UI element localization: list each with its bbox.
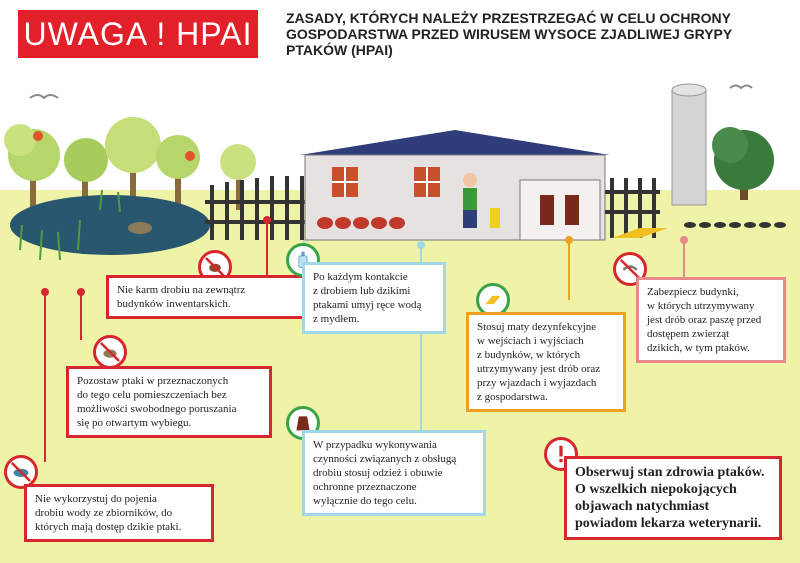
rule-text-line: Nie wykorzystuj do pojenia: [35, 493, 157, 505]
flying-bird: [30, 95, 58, 98]
connector: [266, 220, 268, 275]
connector-dot: [565, 236, 573, 244]
flying-bird: [730, 86, 752, 89]
fence-left: [205, 176, 305, 240]
title-line: PTAKÓW (HPAI): [286, 42, 393, 58]
rule-no-reservoir-water: [24, 484, 214, 542]
connector: [44, 292, 46, 462]
rule-text-line: wyłącznie do tego celu.: [313, 495, 417, 507]
connector-dot: [417, 241, 425, 249]
connector-dot: [41, 288, 49, 296]
rule-text-line: budynków inwentarskich.: [117, 298, 231, 310]
rule-text-line: objawach natychmiast: [575, 499, 710, 514]
rule-text-line: dzikich, w tym ptaków.: [647, 342, 750, 354]
connector: [683, 240, 685, 280]
rule-wash-hands: [302, 262, 446, 334]
rule-text-line: w wejściach i wyjściach: [477, 335, 584, 347]
rule-text-line: ptakami umyj ręce wodą: [313, 299, 422, 311]
title-line: ZASADY, KTÓRYCH NALEŻY PRZESTRZEGAĆ W CELU OCHRONY: [286, 10, 731, 26]
rule-text-line: możliwości swobodnego poruszania: [77, 403, 237, 415]
rule-text-line: utrzymywany jest drób oraz: [477, 363, 601, 375]
rule-text-line: Obserwuj stan zdrowia ptaków.: [575, 465, 765, 480]
rule-disinfection-mats: [466, 312, 626, 412]
rule-text-line: czynności związanych z obsługą: [313, 453, 457, 465]
rule-text-line: jest drób oraz paszę przed: [647, 314, 762, 326]
rule-text-line: W przypadku wykonywania: [313, 439, 437, 451]
disinfection-mat: [612, 228, 668, 238]
rule-text-line: w których utrzymywany: [647, 300, 755, 312]
rule-protective-clothing: [302, 430, 486, 516]
rule-keep-indoors: [66, 366, 272, 438]
rule-text-line: powiadom lekarza weterynarii.: [575, 516, 762, 531]
rule-secure-buildings: [636, 277, 786, 363]
rule-text-line: z mydłem.: [313, 313, 360, 325]
rule-text-line: Nie karm drobiu na zewnątrz: [117, 284, 246, 296]
rule-monitor-health: [564, 456, 782, 540]
rule-text-line: O wszelkich niepokojących: [575, 482, 737, 497]
title-line: GOSPODARSTWA PRZED WIRUSEM WYSOCE ZJADLIWEJ GRYPY: [286, 26, 733, 42]
connector: [568, 240, 570, 300]
feed-silo: [672, 84, 706, 205]
connector-dot: [77, 288, 85, 296]
rule-text-line: z drobiem lub dzikimi: [313, 285, 411, 297]
page-title: [286, 10, 786, 58]
rule-text-line: Stosuj maty dezynfekcyjne: [477, 321, 597, 333]
rule-text-line: których mają dostęp dzikie ptaki.: [35, 521, 182, 533]
connector: [80, 292, 82, 340]
warning-banner: UWAGA ! HPAI: [18, 10, 258, 58]
rule-text-line: do tego celu pomieszczeniach bez: [77, 389, 227, 401]
rule-no-feeding-outside: [106, 275, 328, 319]
rule-text-line: ochronne przeznaczone: [313, 481, 417, 493]
rule-text-line: się po otwartym wybiegu.: [77, 417, 192, 429]
rule-text-line: drobiu stosuj odzież i obuwie: [313, 467, 443, 479]
poultry-barn: [300, 130, 610, 240]
rule-text-line: Pozostaw ptaki w przeznaczonych: [77, 375, 229, 387]
rule-text-line: dostępem zwierząt: [647, 328, 730, 340]
rule-text-line: Po każdym kontakcie: [313, 271, 408, 283]
rule-text-line: Zabezpiecz budynki,: [647, 286, 739, 298]
no-free-range-icon: [93, 335, 127, 369]
connector-dot: [680, 236, 688, 244]
connector-dot: [263, 216, 271, 224]
rule-text-line: z budynków, w których: [477, 349, 581, 361]
rule-text-line: przy wjazdach i wyjazdach: [477, 377, 597, 389]
rule-text-line: z gospodarstwa.: [477, 391, 548, 403]
rule-text-line: drobiu wody ze zbiorników, do: [35, 507, 173, 519]
farm-illustration: [0, 60, 800, 260]
